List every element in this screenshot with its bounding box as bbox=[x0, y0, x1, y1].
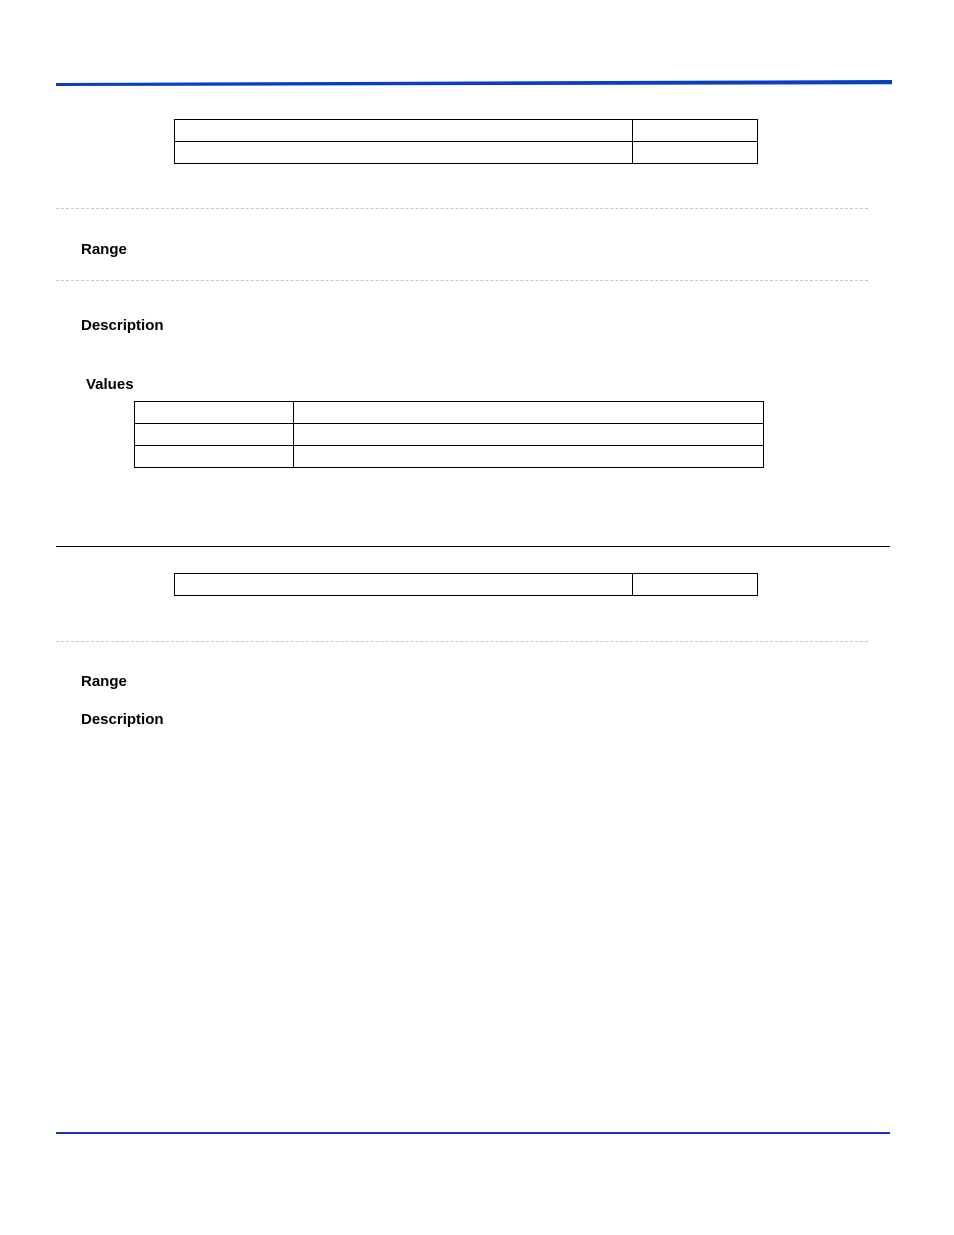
table-cell bbox=[175, 120, 633, 142]
table-cell bbox=[294, 402, 764, 424]
table-cell bbox=[633, 142, 758, 164]
table-cell bbox=[633, 574, 758, 596]
header-bar bbox=[56, 80, 892, 86]
table-row bbox=[135, 402, 764, 424]
table-cell bbox=[294, 446, 764, 468]
table-row bbox=[135, 446, 764, 468]
table-cell bbox=[633, 120, 758, 142]
description-label: Description bbox=[81, 711, 164, 728]
range-label: Range bbox=[81, 241, 127, 258]
table-row bbox=[175, 120, 758, 142]
range-label: Range bbox=[81, 673, 127, 690]
parameter-table-1 bbox=[174, 119, 758, 164]
table-row bbox=[175, 142, 758, 164]
values-table bbox=[134, 401, 764, 468]
table-cell bbox=[294, 424, 764, 446]
parameter-table-2 bbox=[174, 573, 758, 596]
dashed-separator bbox=[56, 280, 868, 281]
description-label: Description bbox=[81, 317, 164, 334]
table-row bbox=[135, 424, 764, 446]
table-cell bbox=[175, 574, 633, 596]
values-label: Values bbox=[86, 376, 134, 393]
table-cell bbox=[175, 142, 633, 164]
footer-line bbox=[56, 1132, 890, 1134]
dashed-separator bbox=[56, 208, 868, 209]
dashed-separator bbox=[56, 641, 868, 642]
table-cell bbox=[135, 424, 294, 446]
table-cell bbox=[135, 402, 294, 424]
section-separator bbox=[56, 546, 890, 547]
table-cell bbox=[135, 446, 294, 468]
table-row bbox=[175, 574, 758, 596]
